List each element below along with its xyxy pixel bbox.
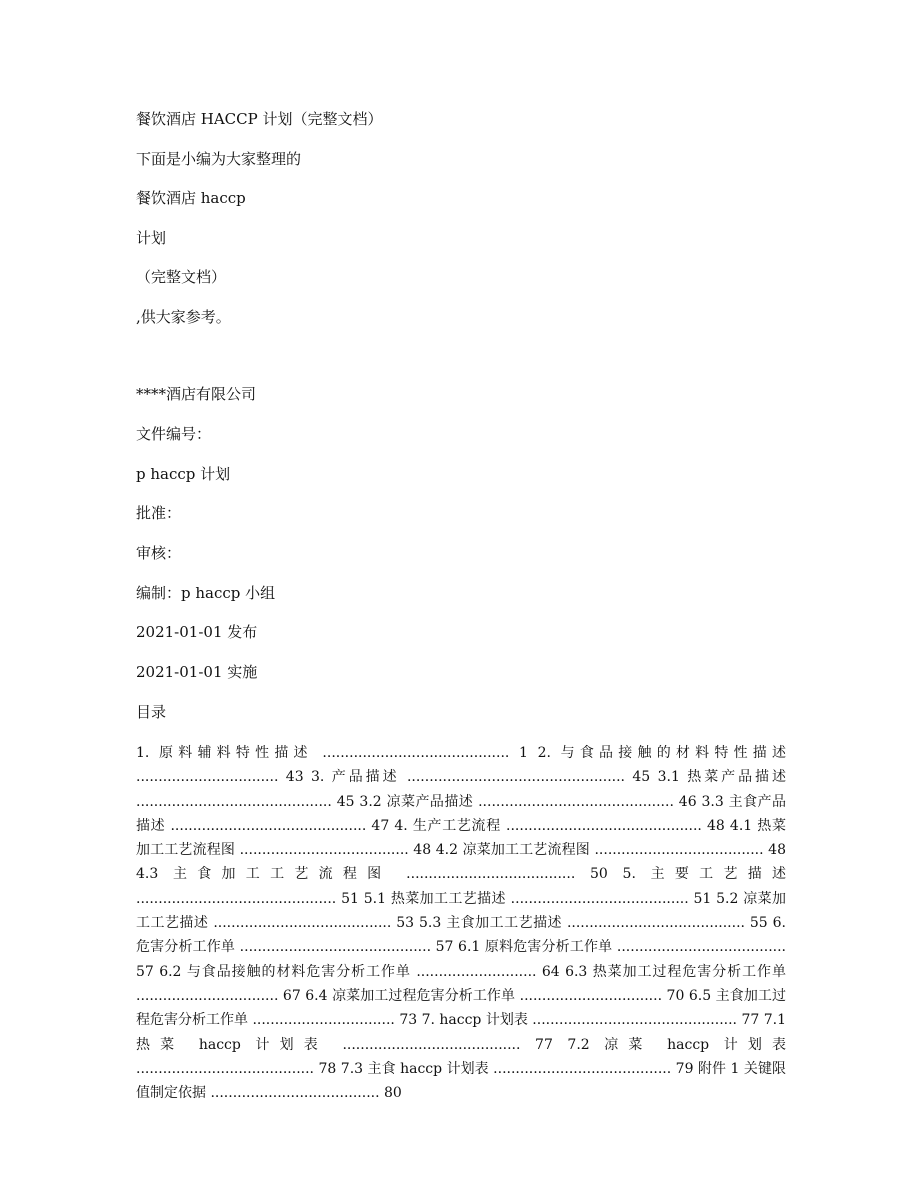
intro-line-5: ,供大家参考。 bbox=[136, 308, 231, 326]
table-of-contents: 1. 原料辅料特性描述 .......................................... 1 2. 与食品接触的材料特性描述 ................................ 43 3. 产品描述 ................................................. 45 3.1 热菜产品描述 ............................................ 45 3.2 凉菜产品描述 ............................................ 46 3.3 主食产品描述 ............................................ 47 4. 生产工艺流程 ............................................ 48 4.1 热菜加工工艺流程图 ...................................... 48 4.2 凉菜加工工艺流程图 ...................................... 48 4.3 主食加工工艺流程图 ...................................... 50 5. 主要工艺描述 ............................................. 51 5.1 热菜加工工艺描述 ........................................ 51 5.2 凉菜加工工艺描述 ........................................ 53 5.3 主食加工工艺描述 ........................................ 55 6. 危害分析工作单 ........................................... 57 6.1 原料危害分析工作单 ...................................... 57 6.2 与食品接触的材料危害分析工作单 ........................... 64 6.3 热菜加工过程危害分析工作单 ................................ 67 6.4 凉菜加工过程危害分析工作单 ................................ 70 6.5 主食加工过程危害分析工作单 ................................ 73 7. haccp 计划表 .............................................. 77 7.1 热菜 haccp 计划表 ........................................ 77 7.2 凉菜 haccp 计划表 ........................................ 78 7.3 主食 haccp 计划表 ........................................ 79 附件 1 关键限值制定依据 ...................................... 80 bbox=[136, 745, 786, 1102]
document-title: 餐饮酒店 HACCP 计划（完整文档） bbox=[136, 110, 383, 128]
plan-name: p haccp 计划 bbox=[136, 465, 231, 483]
effective-date: 2021-01-01 实施 bbox=[136, 663, 258, 681]
company-name: ****酒店有限公司 bbox=[136, 385, 257, 403]
approval-line: 批准： bbox=[136, 504, 182, 522]
toc-heading: 目录 bbox=[136, 703, 167, 721]
review-line: 审核： bbox=[136, 544, 182, 562]
intro-line-3: 计划 bbox=[136, 229, 167, 247]
intro-line-1: 下面是小编为大家整理的 bbox=[136, 150, 302, 168]
intro-line-4: （完整文档） bbox=[136, 268, 227, 286]
intro-line-2: 餐饮酒店 haccp bbox=[136, 189, 246, 207]
file-number: 文件编号： bbox=[136, 425, 212, 443]
compiled-by-line: 编制：p haccp 小组 bbox=[136, 584, 276, 602]
publish-date: 2021-01-01 发布 bbox=[136, 623, 258, 641]
